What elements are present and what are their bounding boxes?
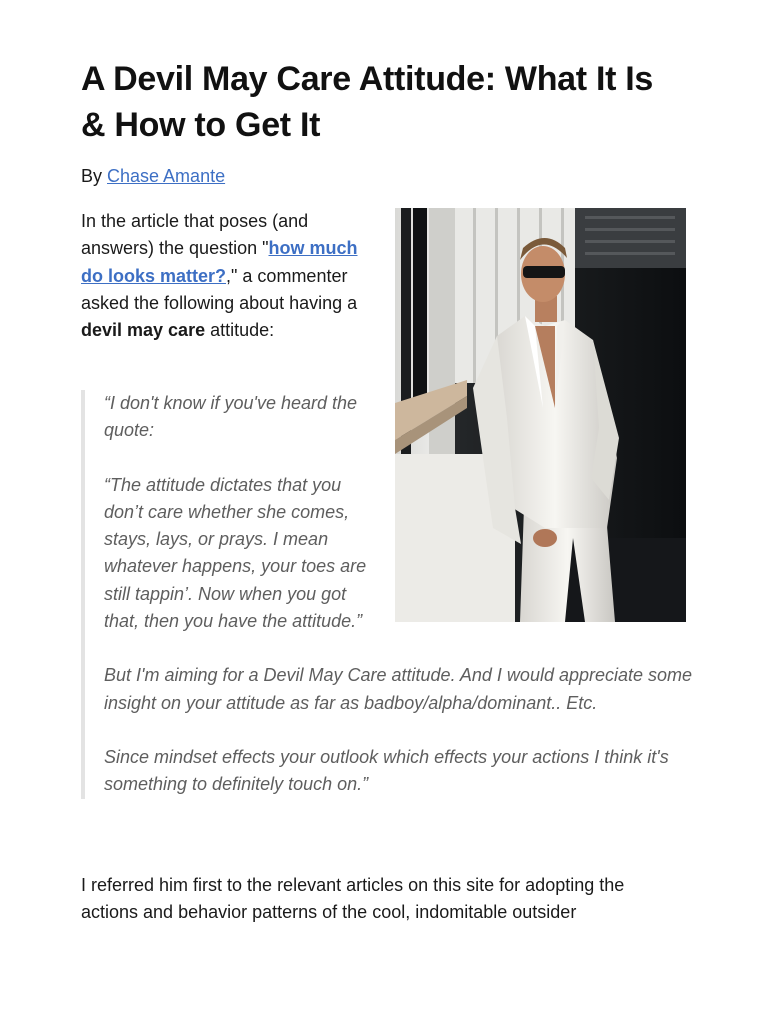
article-title: A Devil May Care Attitude: What It Is & How to Get It <box>81 60 654 144</box>
commenter-quote <box>81 390 704 799</box>
intro-text-2: ," a commenter asked the following about having a <box>81 265 358 313</box>
quote-paragraph-4: Since mindset effects your outlook which effects your actions I think it's something to definitely touch on.” <box>104 746 669 795</box>
intro-bold-phrase: devil may care <box>81 320 206 341</box>
intro-paragraph <box>81 208 371 344</box>
body-paragraph: I referred him first to the relevant articles on this site for adopting the actions and behavior patterns of the cool, indomitable outsider <box>81 875 625 923</box>
intro-text-3: attitude: <box>205 320 275 341</box>
looks-matter-link[interactable]: how much do looks matter? <box>81 238 358 286</box>
byline <box>81 163 225 189</box>
quote-paragraph-3: But I'm aiming for a Devil May Care attitude. And I would appreciate some insight on your attitude as far as badboy/alpha/dominant.. Etc. <box>104 665 693 713</box>
quote-paragraph-2: “The attitude dictates that you don’t care whether she comes, stays, lays, or prays. I mean whatever happens, your toes are still tappin’. Now when you got that, then you have the attitude.” <box>104 474 367 632</box>
intro-text-1: In the article that poses (and answers) the question " <box>81 211 309 259</box>
quote-paragraph-1: “I don't know if you've heard the quote: <box>104 393 358 441</box>
byline-prefix: By <box>81 166 108 186</box>
author-link[interactable]: Chase Amante <box>107 166 226 186</box>
